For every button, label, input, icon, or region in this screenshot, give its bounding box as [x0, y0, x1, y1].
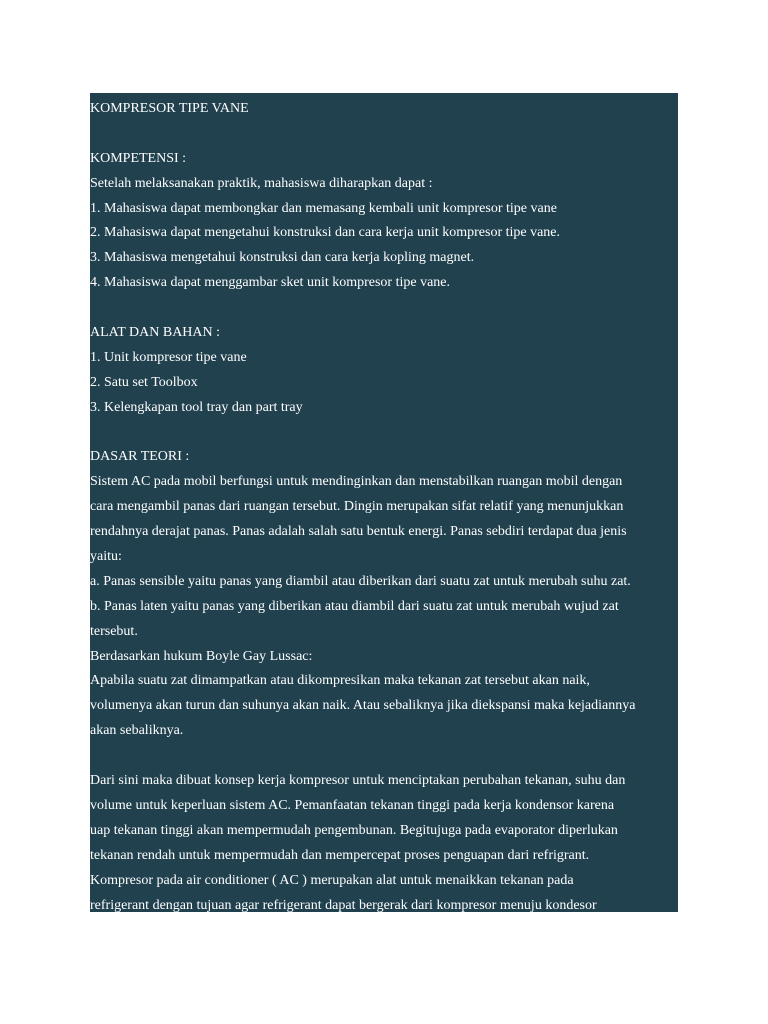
teori-line: cara mengambil panas dari ruangan tersebut. Dingin merupakan sifat relatif yang menunjukkan — [90, 499, 624, 515]
kompetensi-heading: KOMPETENSI : — [90, 150, 187, 166]
spacer — [90, 122, 678, 147]
spacer — [90, 421, 678, 446]
konsep-line: refrigerant dengan tujuan agar refrigerant dapat bergerak dari kompresor menuju kondesor — [90, 897, 597, 912]
teori-line: tersebut. — [90, 623, 138, 639]
teori-line: yaitu: — [90, 549, 122, 565]
alat-item: 1. Unit kompresor tipe vane — [90, 349, 247, 365]
teori-line: Apabila suatu zat dimampatkan atau dikompresikan maka tekanan zat tersebut akan naik, — [90, 673, 590, 689]
teori-line: akan sebaliknya. — [90, 723, 184, 739]
teori-line: volumenya akan turun dan suhunya akan naik. Atau sebaliknya jika diekspansi maka kejadiannya — [90, 698, 636, 714]
konsep-line: volume untuk keperluan sistem AC. Pemanfaatan tekanan tinggi pada kerja kondensor karena — [90, 797, 615, 813]
alat-heading: ALAT DAN BAHAN : — [90, 325, 221, 341]
konsep-line: uap tekanan tinggi akan mempermudah pengembunan. Begitujuga pada evaporator diperlukan — [90, 822, 618, 838]
kompetensi-intro: Setelah melaksanakan praktik, mahasiswa diharapkan dapat : — [90, 175, 433, 191]
alat-item: 3. Kelengkapan tool tray dan part tray — [90, 399, 303, 415]
teori-line: Sistem AC pada mobil berfungsi untuk mendinginkan dan menstabilkan ruangan mobil dengan — [90, 474, 623, 490]
konsep-line: Kompresor pada air conditioner ( AC ) merupakan alat untuk menaikkan tekanan pada — [90, 872, 574, 888]
kompetensi-item: 3. Mahasiswa mengetahui konstruksi dan cara kerja kopling magnet. — [90, 250, 475, 266]
teori-line: b. Panas laten yaitu panas yang diberikan atau diambil dari suatu zat untuk merubah wujud zat — [90, 598, 619, 614]
teori-line: a. Panas sensible yaitu panas yang diambil atau diberikan dari suatu zat untuk merubah suhu zat. — [90, 573, 631, 589]
konsep-line: tekanan rendah untuk mempermudah dan mempercepat proses penguapan dari refrigrant. — [90, 847, 590, 863]
spacer — [90, 296, 678, 321]
teori-line: rendahnya derajat panas. Panas adalah salah satu bentuk energi. Panas sebdiri terdapat dua jenis — [90, 524, 627, 540]
konsep-line: Dari sini maka dibuat konsep kerja kompresor untuk menciptakan perubahan tekanan, suhu dan — [90, 773, 626, 789]
alat-item: 2. Satu set Toolbox — [90, 374, 198, 390]
document-text — [90, 93, 678, 912]
document-panel — [90, 93, 678, 912]
kompetensi-item: 2. Mahasiswa dapat mengetahui konstruksi dan cara kerja unit kompresor tipe vane. — [90, 225, 561, 241]
kompetensi-item: 1. Mahasiswa dapat membongkar dan memasang kembali unit kompresor tipe vane — [90, 200, 557, 216]
document-title: KOMPRESOR TIPE VANE — [90, 101, 249, 116]
kompetensi-item: 4. Mahasiswa dapat menggambar sket unit kompresor tipe vane. — [90, 275, 451, 291]
teori-line: Berdasarkan hukum Boyle Gay Lussac: — [90, 648, 313, 664]
spacer — [90, 744, 678, 769]
teori-heading: DASAR TEORI : — [90, 449, 190, 465]
